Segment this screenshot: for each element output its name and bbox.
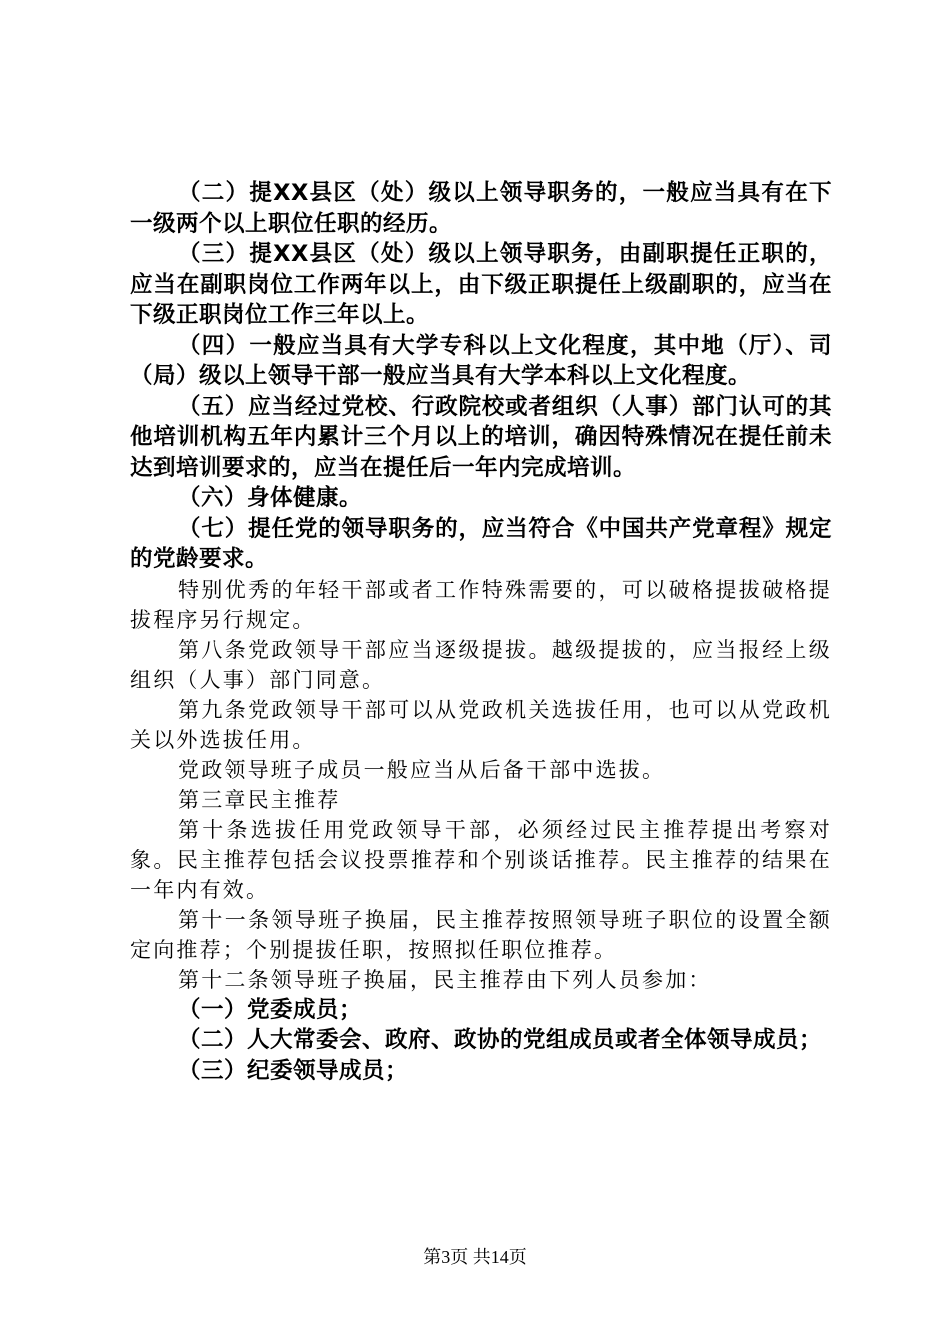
paragraph: 第十一条领导班子换届，民主推荐按照领导班子职位的设置全额定向推荐；个别提拔任职，按照拟任职位推荐。 (130, 907, 832, 962)
paragraph: 第九条党政领导干部可以从党政机关选拔任用，也可以从党政机关以外选拔任用。 (130, 697, 832, 752)
list-item: （一）党委成员； (178, 996, 363, 1023)
paragraph: 第十条选拔任用党政领导干部，必须经过民主推荐提出考察对象。民主推荐包括会议投票推荐和个别谈话推荐。民主推荐的结果在一年内有效。 (130, 817, 832, 902)
paragraph: （四）一般应当具有大学专科以上文化程度，其中地（厅）、司（局）级以上领导干部一般应当具有大学本科以上文化程度。 (130, 332, 832, 389)
paragraph: 特别优秀的年轻干部或者工作特殊需要的，可以破格提拔破格提拔程序另行规定。 (130, 577, 832, 632)
paragraph: 第十二条领导班子换届，民主推荐由下列人员参加： (178, 967, 712, 992)
paragraph: 党政领导班子成员一般应当从后备干部中选拔。 (178, 757, 666, 782)
document-body (130, 178, 832, 1086)
paragraph: （六）身体健康。 (178, 485, 363, 511)
paragraph: （三）提XX县区（处）级以上领导职务，由副职提任正职的，应当在副职岗位工作两年以上，由下级正职提任上级副职的，应当在下级正职岗位工作三年以上。 (130, 241, 832, 328)
paragraph: （五）应当经过党校、行政院校或者组织（人事）部门认可的其他培训机构五年内累计三个月以上的培训，确因特殊情况在提任前未达到培训要求的，应当在提任后一年内完成培训。 (130, 393, 832, 481)
paragraph: （二）提XX县区（处）级以上领导职务的，一般应当具有在下一级两个以上职位任职的经历。 (130, 180, 832, 237)
paragraph: 第八条党政领导干部应当逐级提拔。越级提拔的，应当报经上级组织（人事）部门同意。 (130, 637, 832, 692)
list-item: （二）人大常委会、政府、政协的党组成员或者全体领导成员； (178, 1027, 823, 1053)
page-number-footer: 第3页 共14页 (423, 1247, 527, 1267)
list-item: （三）纪委领导成员； (178, 1057, 409, 1084)
paragraph: （七）提任党的领导职务的，应当符合《中国共产党章程》规定的党龄要求。 (130, 515, 832, 572)
chapter-heading: 第三章民主推荐 (178, 787, 341, 812)
